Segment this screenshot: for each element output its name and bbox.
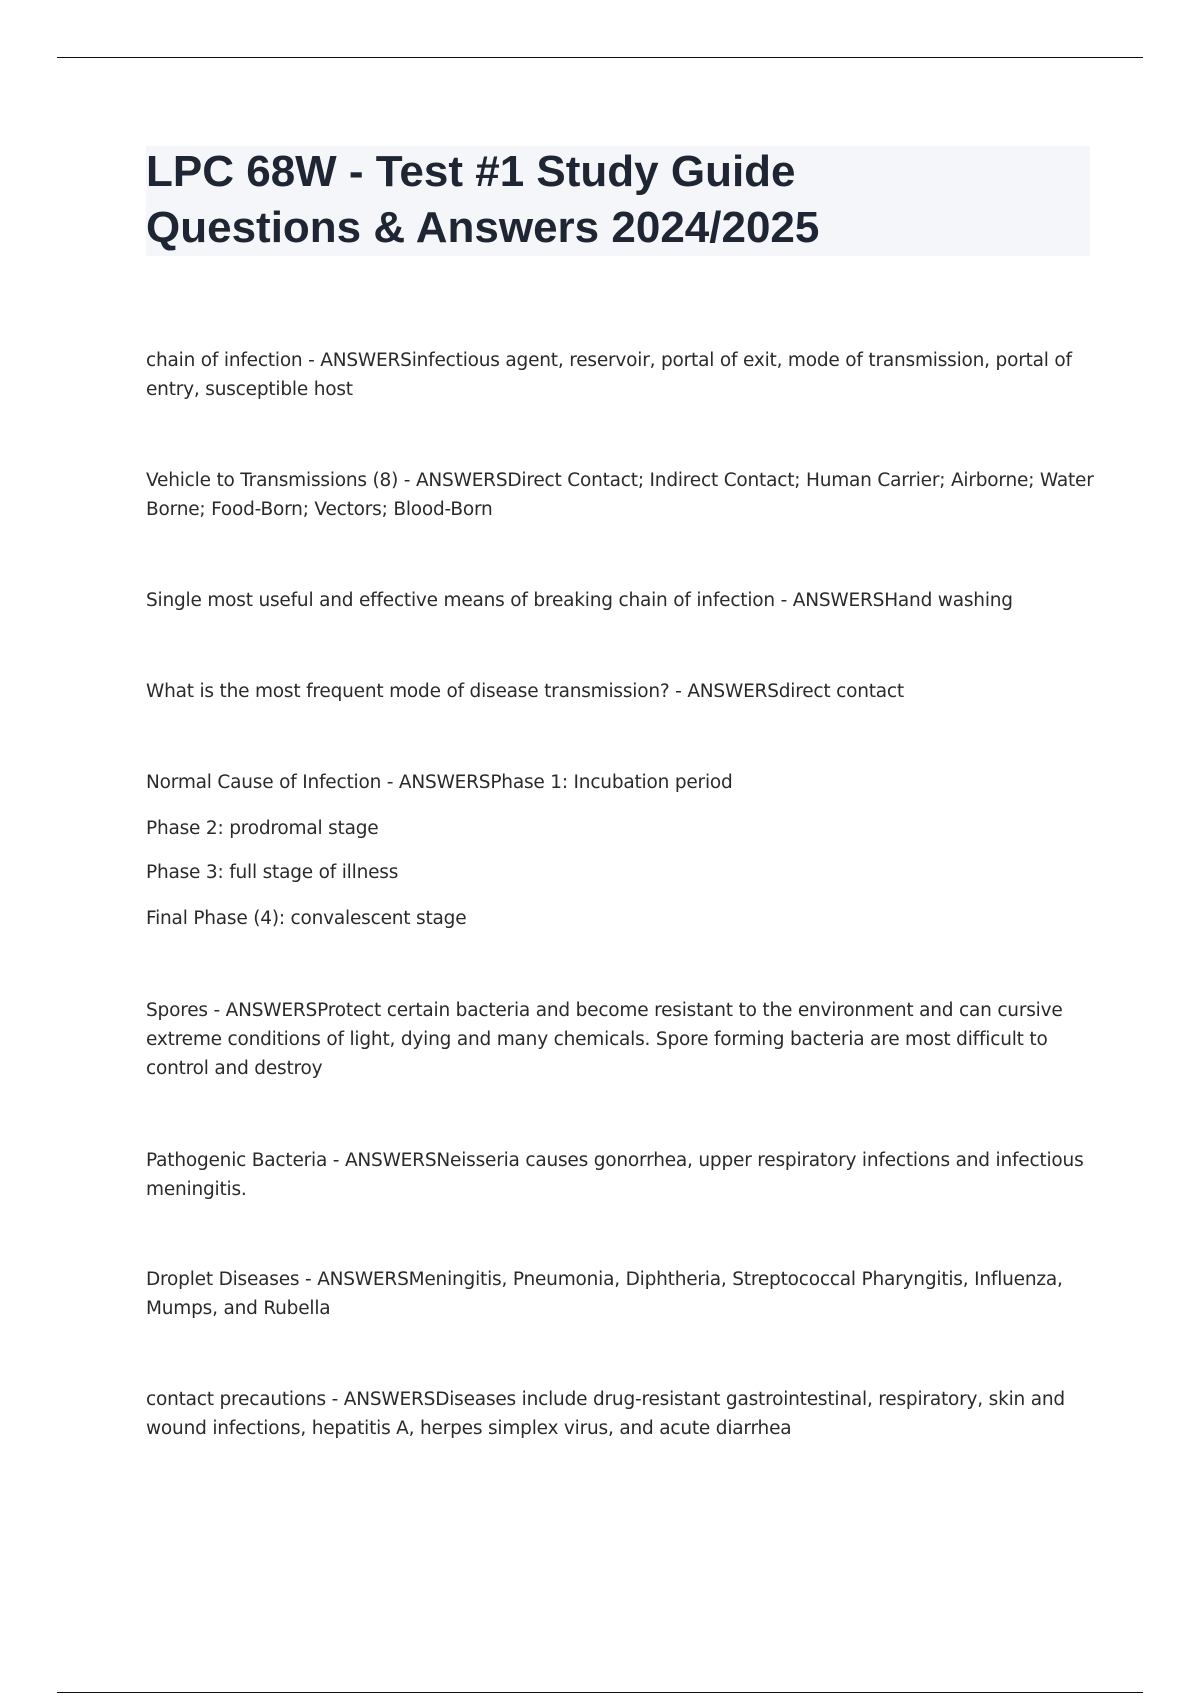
- qa-line: wound infections, hepatitis A, herpes simplex virus, and acute diarrhea: [146, 1418, 792, 1439]
- qa-line: What is the most frequent mode of disease transmission? - ANSWERSdirect contact: [146, 681, 904, 702]
- page-title-line-2: Questions & Answers 2024/2025: [146, 203, 820, 252]
- top-rule: [57, 57, 1143, 58]
- qa-line: Pathogenic Bacteria - ANSWERSNeisseria causes gonorrhea, upper respiratory infections and infectious: [146, 1150, 1084, 1171]
- qa-line: Phase 2: prodromal stage: [146, 818, 379, 839]
- qa-item-pathogenic-bacteria: [146, 1146, 1096, 1204]
- title-block: [146, 146, 1090, 256]
- qa-line: Mumps, and Rubella: [146, 1298, 331, 1319]
- qa-line: Normal Cause of Infection - ANSWERSPhase 1: Incubation period: [146, 772, 733, 793]
- qa-line: Droplet Diseases - ANSWERSMeningitis, Pneumonia, Diphtheria, Streptococcal Pharyngitis, Influenza,: [146, 1269, 1063, 1290]
- qa-item-spores: [146, 996, 1096, 1083]
- qa-item-contact-precautions: [146, 1385, 1096, 1443]
- bottom-rule: [57, 1692, 1143, 1693]
- qa-line: contact precautions - ANSWERSDiseases include drug-resistant gastrointestinal, respiratory, skin and: [146, 1389, 1065, 1410]
- qa-line: meningitis.: [146, 1179, 247, 1200]
- qa-item-droplet-diseases: [146, 1265, 1096, 1323]
- qa-line: Final Phase (4): convalescent stage: [146, 908, 467, 929]
- page-title-line-1: LPC 68W - Test #1 Study Guide: [146, 147, 796, 196]
- qa-line: Spores - ANSWERSProtect certain bacteria and become resistant to the environment and can cursive: [146, 1000, 1063, 1021]
- qa-item-chain-of-infection: [146, 346, 1096, 404]
- qa-line: entry, susceptible host: [146, 379, 353, 400]
- qa-line: Borne; Food-Born; Vectors; Blood-Born: [146, 499, 493, 520]
- qa-item-breaking-chain: [146, 586, 1096, 615]
- qa-line: extreme conditions of light, dying and many chemicals. Spore forming bacteria are most difficult to: [146, 1029, 1048, 1050]
- qa-item-frequent-mode: [146, 677, 1096, 706]
- qa-line: Single most useful and effective means of breaking chain of infection - ANSWERSHand washing: [146, 590, 1013, 611]
- qa-item-normal-cause: [146, 768, 1096, 933]
- qa-line: Phase 3: full stage of illness: [146, 862, 399, 883]
- qa-line: chain of infection - ANSWERSinfectious agent, reservoir, portal of exit, mode of transmission, portal of: [146, 350, 1072, 371]
- qa-item-vehicle-to-transmissions: [146, 466, 1096, 524]
- qa-line: Vehicle to Transmissions (8) - ANSWERSDirect Contact; Indirect Contact; Human Carrier; Airborne; Water: [146, 470, 1094, 491]
- qa-line: control and destroy: [146, 1058, 323, 1079]
